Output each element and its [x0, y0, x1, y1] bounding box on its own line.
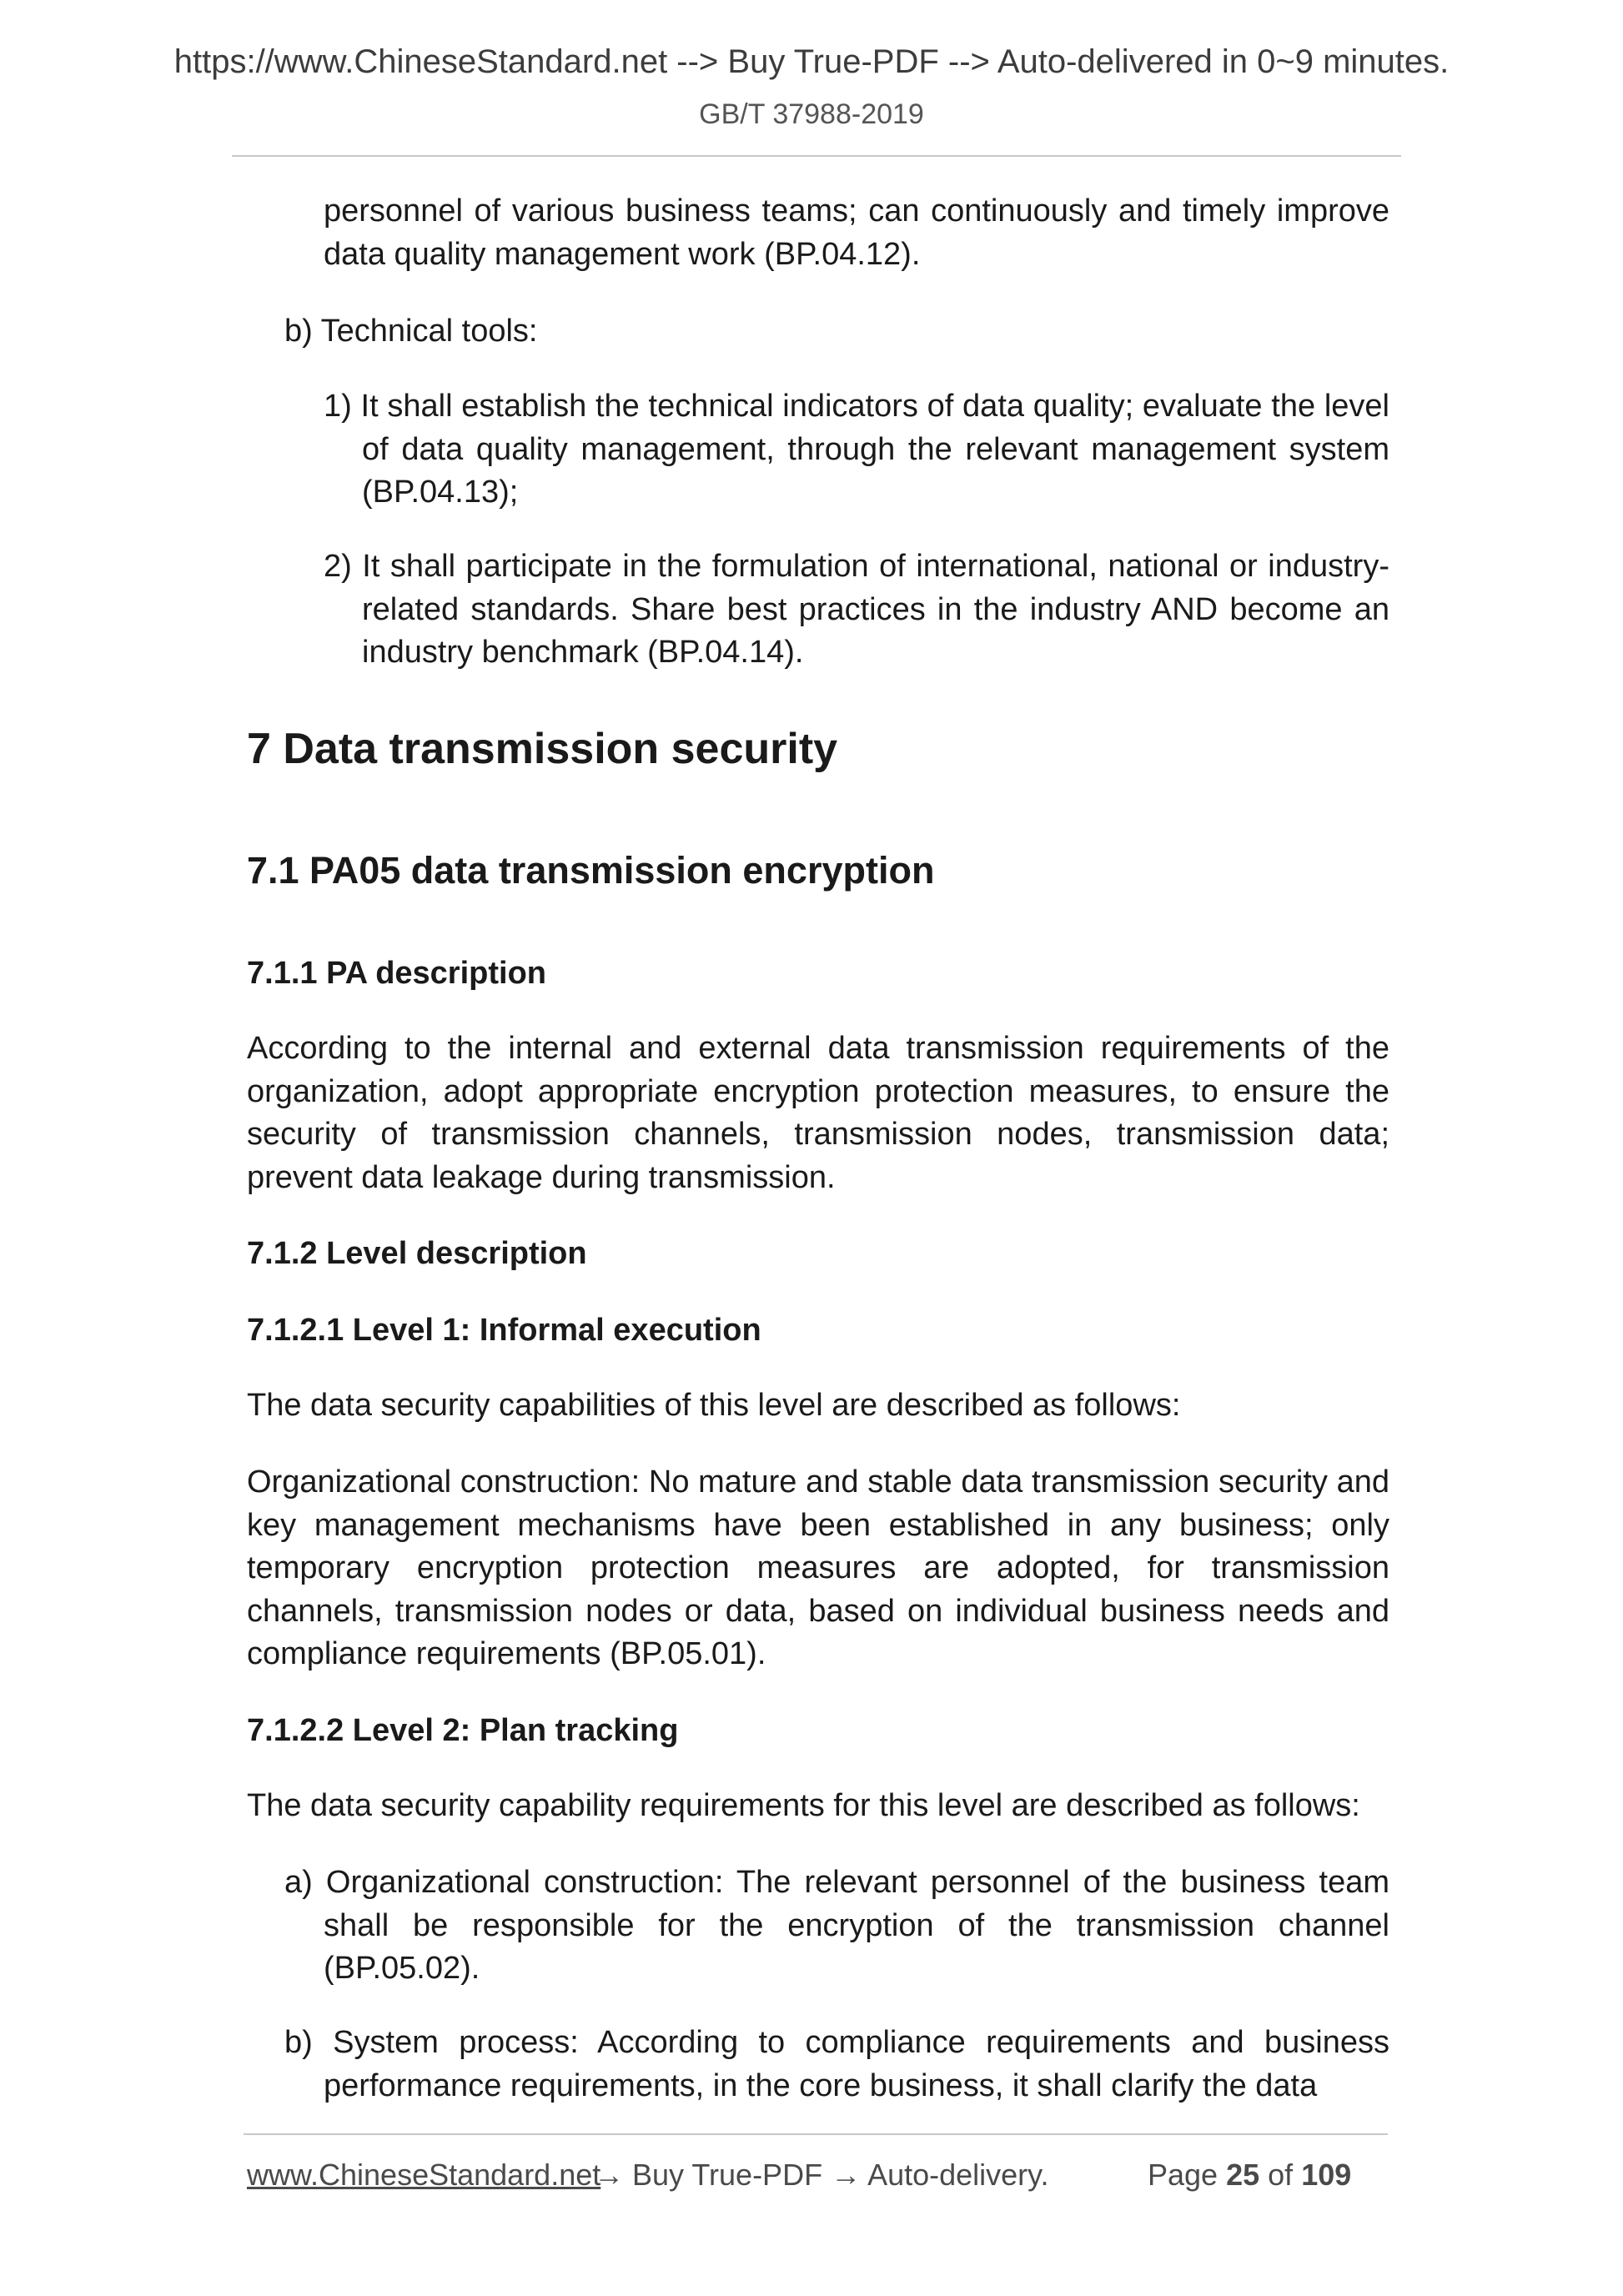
page-indicator [1148, 2158, 1351, 2193]
list-item-technical-tools: b) Technical tools: [284, 314, 538, 349]
list-item-level2-b: b) System process: According to compliance requirements and business performance requirements, in the core business, it shall clarify the data [284, 2025, 1389, 2103]
page-total: 109 [1301, 2158, 1352, 2192]
section-heading-7-1-1: 7.1.1 PA description [247, 956, 546, 991]
list-item-level2-a: a) Organizational construction: The relevant personnel of the business team shall be responsible for the encryption of the transmission channel (BP.05.02). [284, 1865, 1389, 1986]
document-id: GB/T 37988-2019 [699, 98, 924, 130]
list-item-tools-1: 1) It shall establish the technical indicators of data quality; evaluate the level of data quality management, through the relevant management system (BP.04.13); [324, 389, 1389, 510]
level1-organizational-paragraph: Organizational construction: No mature and stable data transmission security and key management mechanisms have been established in any business; only temporary encryption protection measures are adopted, for transmission channels, transmission nodes or data, based on individual business needs and compliance requirements (BP.05.01). [247, 1465, 1389, 1671]
source-banner: https://www.ChineseStandard.net --> Buy True-PDF --> Auto-delivered in 0~9 minutes. [173, 43, 1450, 80]
footer-divider [244, 2133, 1388, 2135]
pa-description-paragraph: According to the internal and external data transmission requirements of the organization, adopt appropriate encryption protection measures, to ensure the security of transmission channels, transmission nodes, transmission data; prevent data leakage during transmission. [247, 1031, 1389, 1195]
level2-intro: The data security capability requirements for this level are described as follows: [247, 1788, 1360, 1823]
list-item-tools-2: 2) It shall participate in the formulation of international, national or industry-related standards. Share best practices in the industry AND become an industry benchmark (BP.04.14). [324, 549, 1389, 670]
section-heading-7-1-2-2: 7.1.2.2 Level 2: Plan tracking [247, 1713, 679, 1748]
section-heading-7-1-2-1: 7.1.2.1 Level 1: Informal execution [247, 1313, 761, 1348]
level1-intro: The data security capabilities of this level are described as follows: [247, 1388, 1181, 1423]
section-heading-7-1-2: 7.1.2 Level description [247, 1236, 587, 1271]
header-divider [232, 155, 1401, 157]
section-heading-7-1: 7.1 PA05 data transmission encryption [247, 849, 935, 892]
page-of-label: of [1268, 2158, 1294, 2192]
page-number: 25 [1226, 2158, 1260, 2192]
page-label: Page [1148, 2158, 1219, 2192]
continued-paragraph: personnel of various business teams; can continuously and timely improve data quality management work (BP.04.12). [324, 193, 1389, 272]
footer-tagline: → Buy True-PDF → Auto-delivery. [594, 2158, 1049, 2192]
section-heading-7: 7 Data transmission security [247, 725, 838, 773]
footer-site-link[interactable]: www.ChineseStandard.net [247, 2158, 601, 2192]
